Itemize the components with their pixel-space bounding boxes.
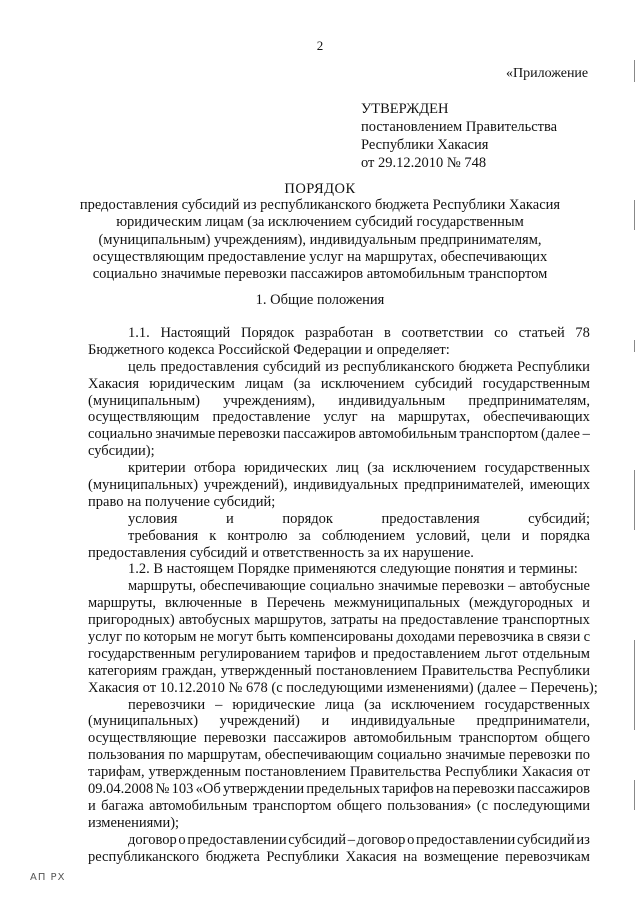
body-line: маршруты, включенные в Перечень межмуниципальных (междугородных и [88, 595, 590, 612]
body-line: осуществляющим предоставление услуг на маршрутах, обеспечивающих [88, 409, 590, 426]
body-line: требования к контролю за соблюдением условий, цели и порядка [128, 527, 590, 544]
body-line: социально значимые перевозки пассажиров автомобильным транспортом (далее – [88, 426, 590, 443]
scan-mark [634, 780, 636, 810]
approval-line: постановлением Правительства [361, 119, 558, 135]
scan-edge-marks [624, 0, 640, 905]
body-line: пользования по маршрутам, обеспечивающим социально значимые перевозки по [88, 747, 590, 764]
body-line: перевозчики – юридические лица (за исключением государственных [128, 696, 590, 713]
subtitle-line: осуществляющим предоставление услуг на маршрутах, обеспечивающих [92, 248, 548, 265]
page-number: 2 [316, 38, 324, 53]
body-line: 1.2. В настоящем Порядке применяются следующие понятия и термины: [128, 561, 578, 578]
scan-mark [634, 470, 636, 530]
document-subtitle [0, 197, 640, 283]
body-line: пригородных) автобусных маршрутов, затраты на предоставление транспортных [88, 612, 590, 629]
appendix-label: «Приложение [506, 66, 589, 81]
body-line: государственным регулированием тарифов и предоставлением льгот отдельным [88, 645, 590, 662]
body-line: категориям граждан, утвержденный постановлением Правительства Республики [88, 662, 590, 679]
scan-mark [634, 640, 636, 730]
body-line: осуществляющие перевозки пассажиров автомобильным транспортом общего [88, 730, 590, 747]
body-line: условия и порядок предоставления субсидий; [128, 510, 590, 527]
body-line: маршруты, обеспечивающие социально значимые перевозки – автобусные [128, 578, 590, 595]
body-line: критерии отбора юридических лиц (за исключением государственных [128, 460, 590, 477]
body-line: (муниципальным) учреждениям), индивидуальным предпринимателям, [88, 392, 590, 409]
body-line: предоставления субсидий и ответственность за их нарушение. [88, 544, 474, 561]
subtitle-line: предоставления субсидий из республиканского бюджета Республики Хакасия [79, 197, 561, 213]
document-body [88, 325, 598, 866]
body-line: субсидии); [88, 443, 155, 460]
approval-line: Республики Хакасия [361, 137, 489, 153]
body-line: услуг по которым не могут быть компенсированы доходами перевозчика в связи с [88, 629, 590, 646]
scan-mark [634, 200, 636, 230]
section-heading: 1. Общие положения [255, 292, 385, 308]
body-line: (муниципальных) учреждений), индивидуальных предпринимателей, имеющих [88, 477, 590, 494]
subtitle-line: социально значимые перевозки пассажиров автомобильным транспортом [92, 266, 548, 283]
body-line: цель предоставления субсидий из республиканского бюджета Республики [128, 358, 590, 375]
document-title: ПОРЯДОК [284, 181, 356, 197]
subtitle-line: (муниципальным) учреждениям), индивидуальным предпринимателям, [98, 231, 542, 248]
archive-mark: АП РХ [30, 872, 66, 883]
body-line: (муниципальных) учреждений) и индивидуальные предприниматели, [88, 713, 590, 730]
scan-mark [634, 60, 636, 82]
body-line: Хакасия от 10.12.2010 № 678 (с последующими изменениями) (далее – Перечень); [88, 679, 598, 696]
body-line: тарифам, утвержденным постановлением Правительства Республики Хакасия от [88, 764, 590, 781]
body-line: и багажа автомобильным транспортом общего пользования» (с последующими [88, 797, 590, 814]
scan-mark [634, 340, 636, 352]
body-line: Хакасия юридическим лицам (за исключением субсидий государственным [88, 375, 590, 392]
approval-stamp [361, 100, 557, 172]
body-line: 1.1. Настоящий Порядок разработан в соответствии со статьей 78 [128, 325, 590, 341]
body-line: изменениями); [88, 814, 180, 831]
body-line: право на получение субсидий; [88, 493, 276, 510]
body-line: республиканского бюджета Республики Хакасия на возмещение перевозчикам [88, 848, 590, 865]
body-line: договор о предоставлении субсидий – договор о предоставлении субсидий из [128, 831, 590, 848]
approval-line: УТВЕРЖДЕН [361, 101, 449, 117]
body-line: 09.04.2008 № 103 «Об утверждении предельных тарифов на перевозки пассажиров [88, 781, 590, 798]
subtitle-line: юридическим лицам (за исключением субсидий государственным [116, 214, 524, 231]
approval-line: от 29.12.2010 № 748 [361, 155, 487, 171]
body-line: Бюджетного кодекса Российской Федерации и определяет: [88, 341, 450, 358]
